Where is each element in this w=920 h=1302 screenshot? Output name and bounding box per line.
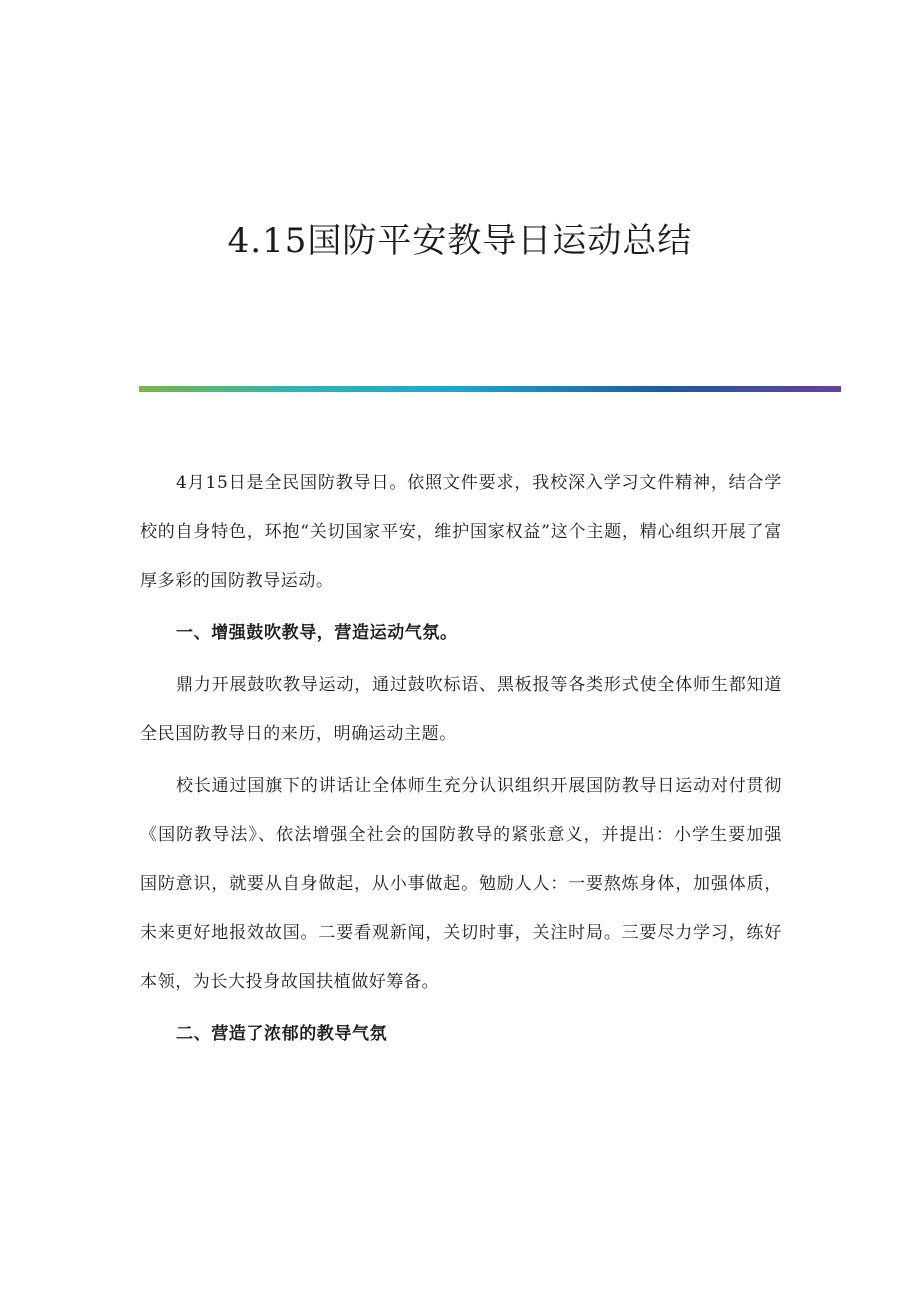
section-1-paragraph-2: 校长通过国旗下的讲话让全体师生充分认识组织开展国防教导日运动对付贯彻《国防教导法》、依法增强全社会的国防教导的紧张意义，并提出：小学生要加强国防意识，就要从自身做起，从小事做起。勉励人人：一要熬炼身体，加强体质，未来更好地报效故国。二要看观新闻，关切时事，关注时局。三要尽力学习，练好本领，为长大投身故国扶植做好筹备。 xyxy=(140,776,782,992)
document-body xyxy=(140,459,782,1062)
title-divider xyxy=(139,386,841,392)
section-2-heading: 二、营造了浓郁的教导气氛 xyxy=(176,1024,388,1044)
section-1-paragraph-1: 鼎力开展鼓吹教导运动，通过鼓吹标语、黑板报等各类形式使全体师生都知道全民国防教导日的来历，明确运动主题。 xyxy=(140,675,782,744)
section-1-heading: 一、增强鼓吹教导，营造运动气氛。 xyxy=(176,623,458,643)
intro-paragraph: 4月15日是全民国防教导日。依照文件要求，我校深入学习文件精神，结合学校的自身特色，环抱“关切国家平安，维护国家权益”这个主题，精心组织开展了富厚多彩的国防教导运动。 xyxy=(140,473,782,591)
document-title: 4.15国防平安教导日运动总结 xyxy=(227,221,693,261)
